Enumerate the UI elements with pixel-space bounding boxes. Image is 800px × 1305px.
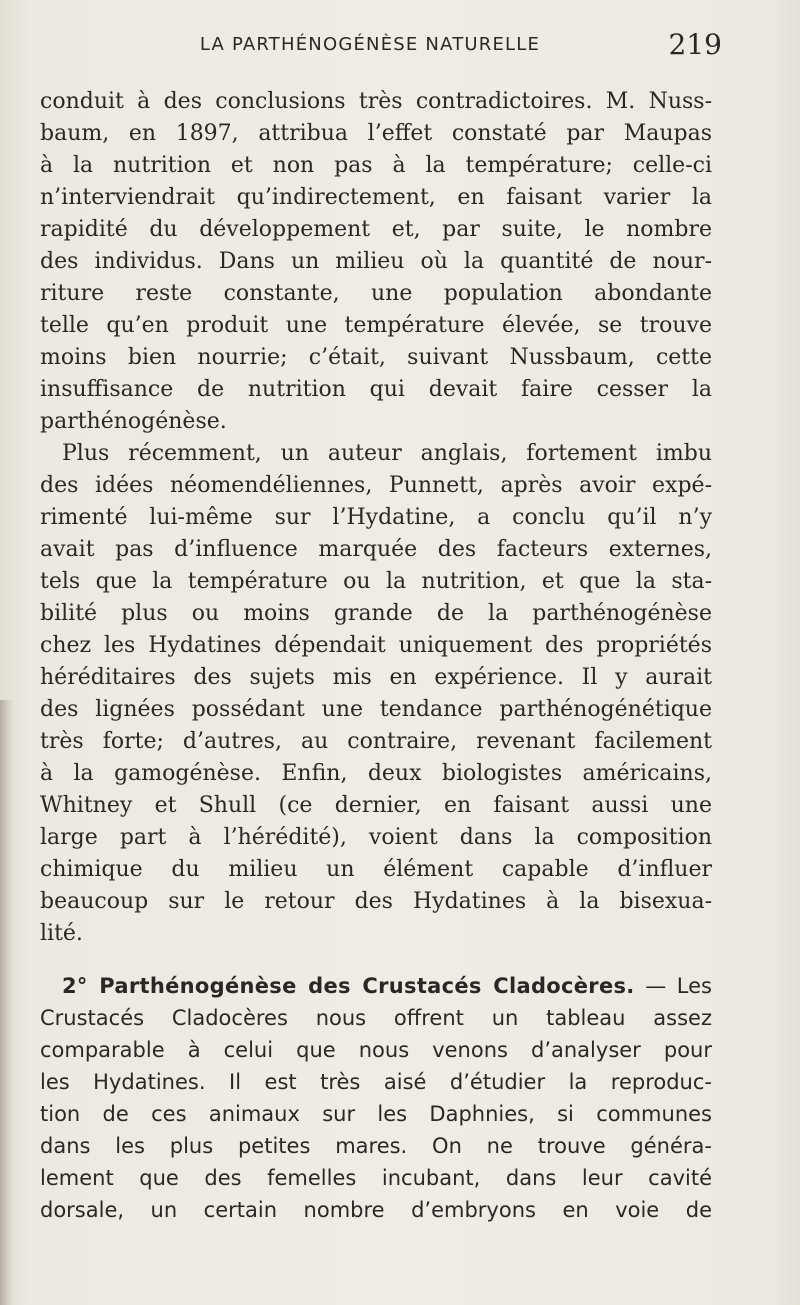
text-line: dans les plus petites mares. On ne trouve généra- [40,1134,712,1158]
text-line: Whitney et Shull (ce dernier, en faisant aussi une [40,793,712,818]
text-line: des idées néomendéliennes, Punnett, après avoir expé- [40,473,712,498]
paragraph-punnett [40,438,712,950]
text-line: rimenté lui-même sur l’Hydatine, a conclu qu’il n’y [40,505,712,530]
text-line: des individus. Dans un milieu où la quantité de nour- [40,249,712,274]
text-line: Crustacés Cladocères nous offrent un tableau assez [40,1006,712,1030]
text-line: les Hydatines. Il est très aisé d’étudier la reproduc- [40,1070,712,1094]
text-line: riture reste constante, une population abondante [40,281,712,306]
text-line: n’interviendrait qu’indirectement, en faisant varier la [40,185,712,210]
text-line: tels que la température ou la nutrition, et que la sta- [40,569,712,594]
text-line: chez les Hydatines dépendait uniquement des propriétés [40,633,712,658]
running-header [40,28,760,68]
text-line: très forte; d’autres, au contraire, revenant facilement [40,729,712,754]
text-line: beaucoup sur le retour des Hydatines à la bisexua- [40,889,712,914]
section-heading-line [40,970,712,1002]
text-line: dorsale, un certain nombre d’embryons en voie de [40,1198,712,1222]
text-line: tion de ces animaux sur les Daphnies, si communes [40,1102,712,1126]
page-number: 219 [668,28,722,61]
running-header-title: LA PARTHÉNOGÉNÈSE NATURELLE [199,34,541,55]
section-spacer [40,950,712,970]
text-line: à la gamogénèse. Enfin, deux biologistes américains, [40,761,712,786]
text-line: rapidité du développement et, par suite, le nombre [40,217,712,242]
section-heading: 2° Parthénogénèse des Crustacés Cladocères. [62,974,635,998]
text-line: parthénogénèse. [40,409,227,434]
page-gutter-shadow [0,700,14,1305]
text-line: insuffisance de nutrition qui devait faire cesser la [40,377,712,402]
body-text [40,86,712,1226]
text-line: des lignées possédant une tendance parthénogénétique [40,697,712,722]
text-line: lement que des femelles incubant, dans leur cavité [40,1166,712,1190]
section-heading-continuation: — Les [634,974,712,998]
paragraph-nussbaum [40,86,712,438]
section-cladoceres [40,970,712,1226]
text-line: moins bien nourrie; c’était, suivant Nussbaum, cette [40,345,712,370]
text-line: large part à l’hérédité), voient dans la composition [40,825,712,850]
text-line: Plus récemment, un auteur anglais, fortement imbu [62,441,712,466]
text-line: héréditaires des sujets mis en expérience. Il y aurait [40,665,712,690]
text-line: conduit à des conclusions très contradictoires. M. Nuss- [40,89,712,114]
text-line: avait pas d’influence marquée des facteurs externes, [40,537,712,562]
text-line: comparable à celui que nous venons d’analyser pour [40,1038,712,1062]
text-line: lité. [40,921,83,946]
text-line: à la nutrition et non pas à la température; celle-ci [40,153,712,178]
text-line: telle qu’en produit une température élevée, se trouve [40,313,712,338]
text-line: bilité plus ou moins grande de la parthénogénèse [40,601,712,626]
text-line: baum, en 1897, attribua l’effet constaté par Maupas [40,121,712,146]
text-line: chimique du milieu un élément capable d’influer [40,857,712,882]
